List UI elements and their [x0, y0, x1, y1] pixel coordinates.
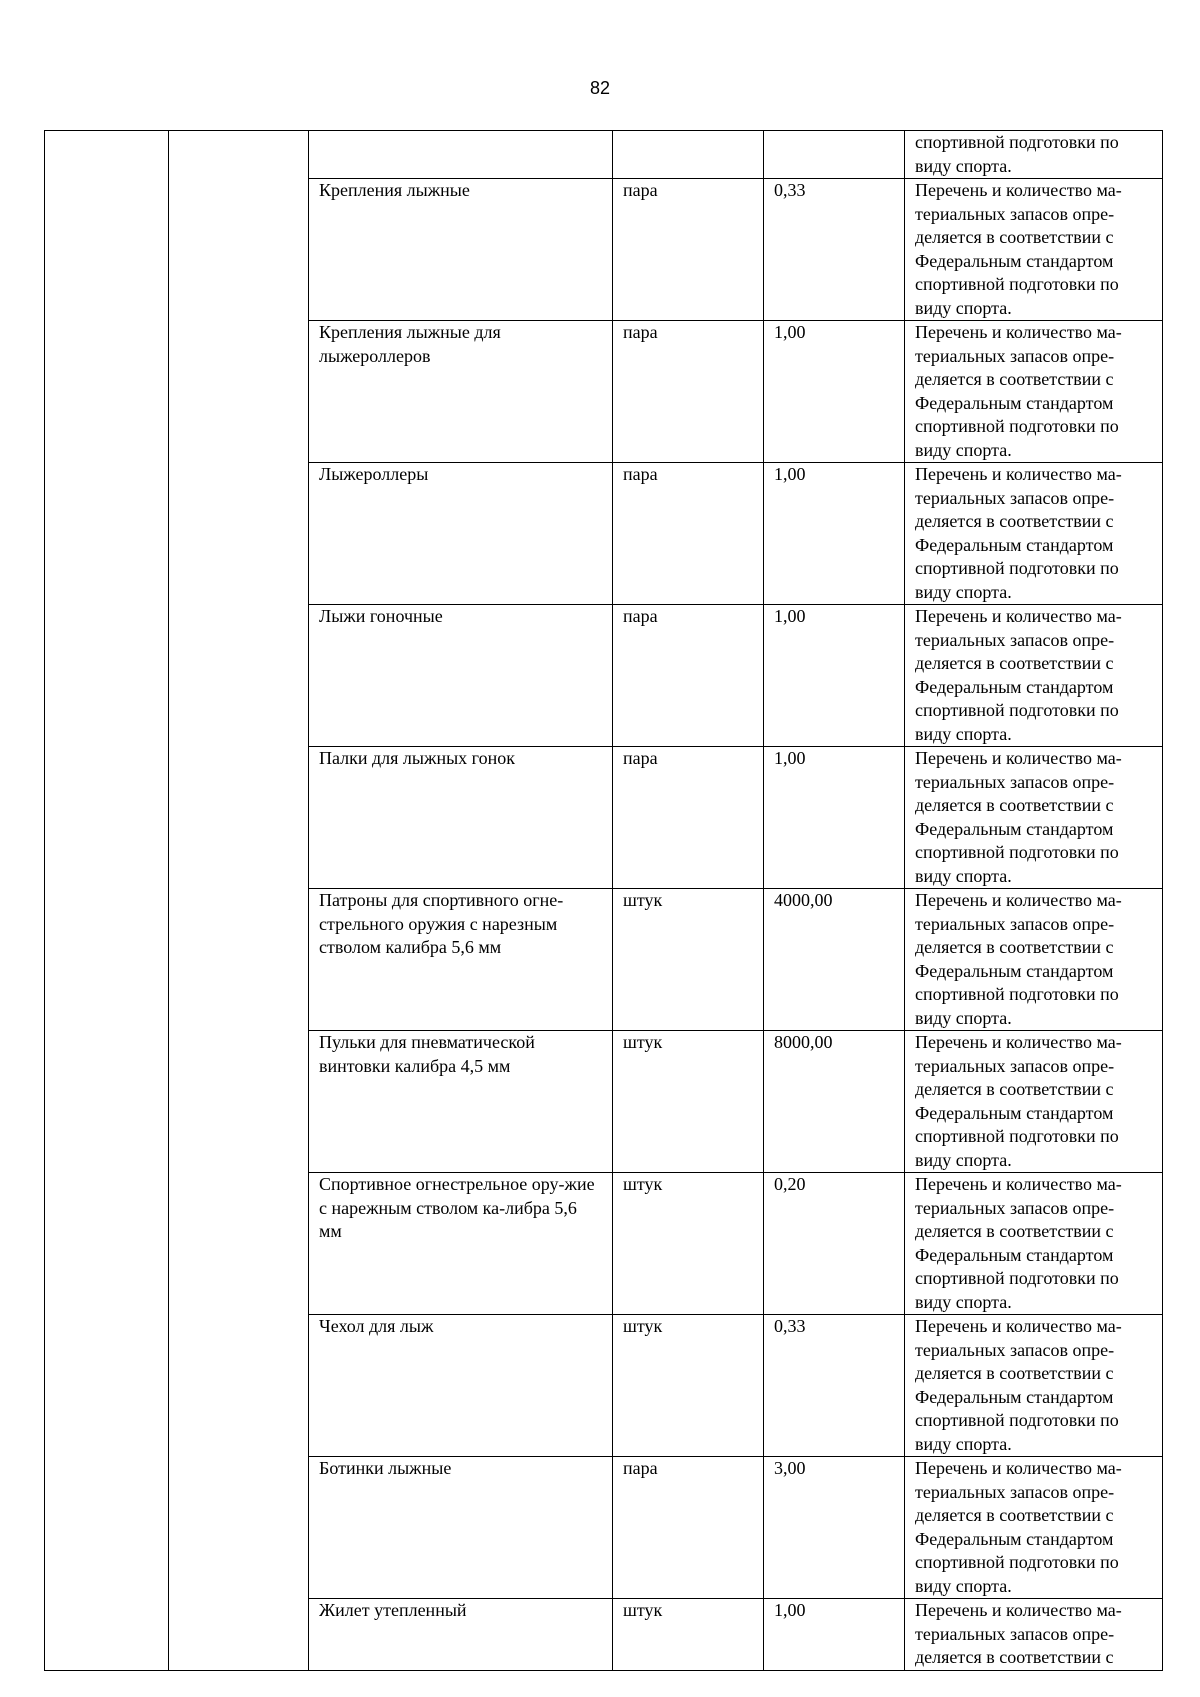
name-text: Лыжи гоночные	[319, 606, 443, 626]
note-text: Перечень и количество ма- териальных запасов опре- деляется в соответствии с Федеральным стандартом спортивной подготовки по виду спорта.	[915, 748, 1122, 886]
cell-quantity	[764, 1599, 905, 1671]
cell-unit	[613, 1315, 764, 1457]
name-text: Чехол для лыж	[319, 1316, 434, 1336]
unit-text: штук	[623, 1600, 663, 1620]
note-text: Перечень и количество ма- териальных запасов опре- деляется в соответствии с Федеральным стандартом спортивной подготовки по виду спорта.	[915, 464, 1122, 602]
cell-unit	[613, 1599, 764, 1671]
table-row-continuation	[45, 131, 1163, 179]
cell-quantity	[764, 747, 905, 889]
name-text: Палки для лыжных гонок	[319, 748, 515, 768]
name-text: Ботинки лыжные	[319, 1458, 452, 1478]
cell-unit	[613, 1173, 764, 1315]
cell-note	[905, 321, 1163, 463]
cell-name	[309, 1031, 613, 1173]
cell-name	[309, 321, 613, 463]
cell-note	[905, 1457, 1163, 1599]
cell-quantity	[764, 605, 905, 747]
cell-name	[309, 131, 613, 179]
merged-column-1	[45, 131, 169, 1671]
note-text: Перечень и количество ма- териальных запасов опре- деляется в соответствии с Федеральным стандартом спортивной подготовки по виду спорта.	[915, 890, 1122, 1028]
cell-quantity	[764, 179, 905, 321]
quantity-text: 0,33	[774, 180, 806, 200]
note-text: спортивной подготовки по виду спорта.	[915, 132, 1119, 176]
cell-name	[309, 605, 613, 747]
name-text: Крепления лыжные для лыжероллеров	[319, 322, 501, 366]
unit-text: пара	[623, 1458, 658, 1478]
note-text: Перечень и количество ма- териальных запасов опре- деляется в соответствии с Федеральным стандартом спортивной подготовки по виду спорта.	[915, 1458, 1122, 1596]
cell-note	[905, 131, 1163, 179]
name-text: Крепления лыжные	[319, 180, 470, 200]
quantity-text: 1,00	[774, 464, 806, 484]
cell-name	[309, 747, 613, 889]
cell-note	[905, 1599, 1163, 1671]
cell-note	[905, 1315, 1163, 1457]
cell-quantity	[764, 889, 905, 1031]
cell-unit	[613, 605, 764, 747]
cell-name	[309, 889, 613, 1031]
cell-quantity	[764, 321, 905, 463]
cell-unit	[613, 1031, 764, 1173]
note-text: Перечень и количество ма- териальных запасов опре- деляется в соответствии с Федеральным стандартом спортивной подготовки по виду спорта.	[915, 322, 1122, 460]
cell-name	[309, 179, 613, 321]
name-text: Спортивное огнестрельное ору-жие с нарежным стволом ка-либра 5,6 мм	[319, 1174, 595, 1241]
note-text: Перечень и количество ма- териальных запасов опре- деляется в соответствии с Федеральным стандартом спортивной подготовки по виду спорта.	[915, 1174, 1122, 1312]
cell-unit	[613, 1457, 764, 1599]
unit-text: пара	[623, 180, 658, 200]
table-body	[45, 131, 1163, 1671]
unit-text: штук	[623, 1032, 663, 1052]
cell-note	[905, 179, 1163, 321]
quantity-text: 1,00	[774, 322, 806, 342]
cell-unit	[613, 463, 764, 605]
cell-quantity	[764, 1173, 905, 1315]
quantity-text: 0,33	[774, 1316, 806, 1336]
cell-note	[905, 605, 1163, 747]
cell-note	[905, 889, 1163, 1031]
note-text: Перечень и количество ма- териальных запасов опре- деляется в соответствии с Федеральным стандартом спортивной подготовки по виду спорта.	[915, 1316, 1122, 1454]
cell-quantity	[764, 1315, 905, 1457]
cell-unit	[613, 889, 764, 1031]
quantity-text: 1,00	[774, 748, 806, 768]
quantity-text: 1,00	[774, 1600, 806, 1620]
note-text: Перечень и количество ма- териальных запасов опре- деляется в соответствии с Федеральным стандартом спортивной подготовки по виду спорта.	[915, 606, 1122, 744]
unit-text: пара	[623, 464, 658, 484]
name-text: Пульки для пневматической винтовки калибра 4,5 мм	[319, 1032, 535, 1076]
cell-name	[309, 1599, 613, 1671]
quantity-text: 3,00	[774, 1458, 806, 1478]
cell-note	[905, 1031, 1163, 1173]
cell-unit	[613, 179, 764, 321]
quantity-text: 0,20	[774, 1174, 806, 1194]
name-text: Патроны для спортивного огне-стрельного оружия с нарезным стволом калибра 5,6 мм	[319, 890, 564, 957]
unit-text: штук	[623, 890, 663, 910]
cell-quantity	[764, 463, 905, 605]
cell-note	[905, 463, 1163, 605]
quantity-text: 4000,00	[774, 890, 833, 910]
cell-note	[905, 1173, 1163, 1315]
cell-name	[309, 1315, 613, 1457]
quantity-text: 1,00	[774, 606, 806, 626]
quantity-text: 8000,00	[774, 1032, 833, 1052]
page-number: 82	[589, 78, 611, 98]
unit-text: штук	[623, 1174, 663, 1194]
unit-text: штук	[623, 1316, 663, 1336]
name-text: Лыжероллеры	[319, 464, 429, 484]
cell-unit	[613, 747, 764, 889]
merged-column-2	[169, 131, 309, 1671]
note-text: Перечень и количество ма- териальных запасов опре- деляется в соответствии с Федеральным стандартом спортивной подготовки по виду спорта.	[915, 1032, 1122, 1170]
note-text: Перечень и количество ма- териальных запасов опре- деляется в соответствии с	[915, 1600, 1122, 1667]
cell-name	[309, 1173, 613, 1315]
cell-quantity	[764, 131, 905, 179]
cell-unit	[613, 321, 764, 463]
cell-name	[309, 463, 613, 605]
unit-text: пара	[623, 606, 658, 626]
unit-text: пара	[623, 748, 658, 768]
cell-quantity	[764, 1457, 905, 1599]
cell-note	[905, 747, 1163, 889]
note-text: Перечень и количество ма- териальных запасов опре- деляется в соответствии с Федеральным стандартом спортивной подготовки по виду спорта.	[915, 180, 1122, 318]
name-text: Жилет утепленный	[319, 1600, 467, 1620]
cell-unit	[613, 131, 764, 179]
cell-name	[309, 1457, 613, 1599]
equipment-table	[44, 130, 1163, 1671]
unit-text: пара	[623, 322, 658, 342]
cell-quantity	[764, 1031, 905, 1173]
